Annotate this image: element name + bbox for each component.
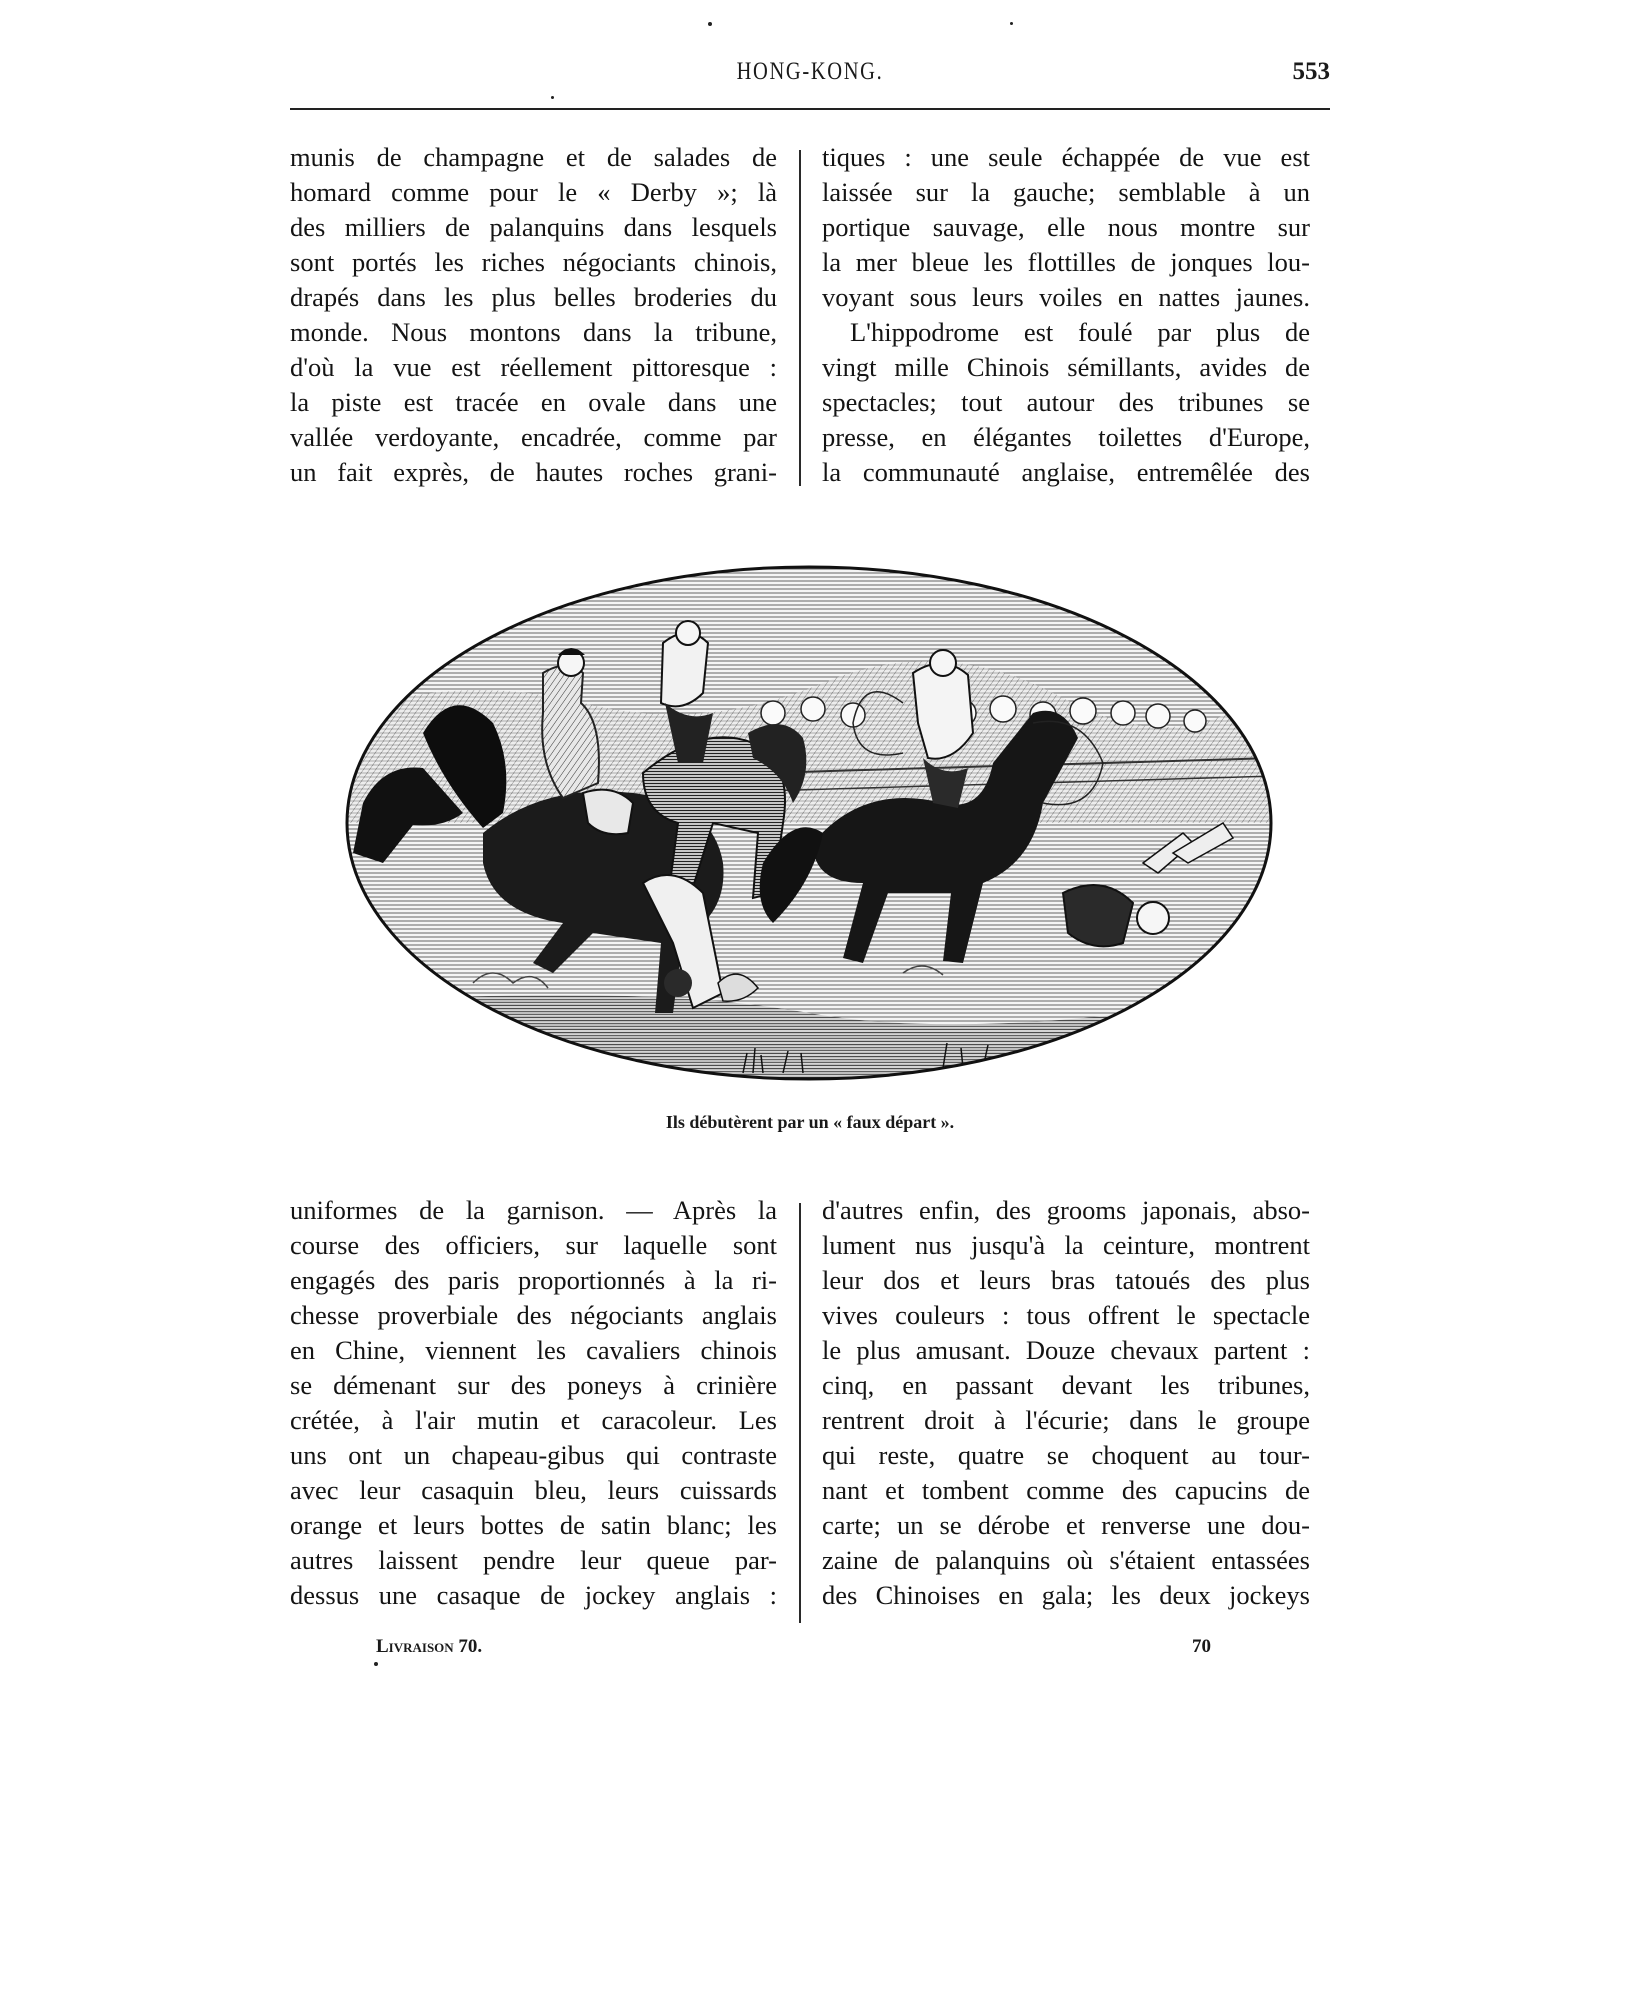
text-line: la communauté anglaise, entremêlée des [822,457,1310,487]
text-line: drapés dans les plus belles broderies du [290,282,777,312]
text-line: des milliers de palanquins dans lesquels [290,212,777,242]
text-line: crétée, à l'air mutin et caracoleur. Les [290,1405,777,1435]
text-line: course des officiers, sur laquelle sont [290,1230,777,1260]
text-line: la piste est tracée en ovale dans une [290,387,777,417]
text-line: dessus une casaque de jockey anglais : [290,1580,777,1610]
top-left-column [290,140,777,490]
text-line: d'où la vue est réellement pittoresque : [290,352,777,382]
page-number: 553 [1292,58,1330,85]
oval-engraving-illustration [343,563,1275,1083]
column-divider [799,150,801,486]
text-line: vives couleurs : tous offrent le spectacle [822,1300,1310,1330]
text-line: vingt mille Chinois sémillants, avides de [822,352,1310,382]
text-line: zaine de palanquins où s'étaient entassées [822,1545,1310,1575]
scan-speck [1010,22,1013,25]
text-line: se démenant sur des poneys à crinière [290,1370,777,1400]
bottom-right-column [822,1193,1310,1613]
text-line: chesse proverbiale des négociants anglais [290,1300,777,1330]
text-line: en Chine, viennent les cavaliers chinois [290,1335,777,1365]
scan-speck [708,22,712,26]
scan-speck [551,96,554,99]
text-line: sont portés les riches négociants chinois, [290,247,777,277]
text-line: spectacles; tout autour des tribunes se [822,387,1310,417]
text-line: qui reste, quatre se choquent au tour- [822,1440,1310,1470]
text-line: cinq, en passant devant les tribunes, [822,1370,1310,1400]
text-line: leur dos et leurs bras tatoués des plus [822,1265,1310,1295]
scan-speck [374,1662,378,1666]
figure-caption: Ils débutèrent par un « faux départ ». [665,1112,955,1132]
printer-signature-livraison: Livraison 70. [376,1636,483,1657]
paragraph-start-line: L'hippodrome est foulé par plus de [850,317,1310,347]
text-line: laissée sur la gauche; semblable à un [822,177,1310,207]
text-line: des Chinoises en gala; les deux jockeys [822,1580,1310,1610]
running-title: HONG-KONG. [736,58,884,85]
text-line: munis de champagne et de salades de [290,142,777,172]
text-line: rentrent droit à l'écurie; dans le groupe [822,1405,1310,1435]
text-line: autres laissent pendre leur queue par- [290,1545,777,1575]
text-line: engagés des paris proportionnés à la ri- [290,1265,777,1295]
signature-mark: 70 [1192,1636,1211,1657]
text-line: lument nus jusqu'à la ceinture, montrent [822,1230,1310,1260]
text-line: uniformes de la garnison. — Après la [290,1195,777,1225]
top-right-column [822,140,1310,490]
text-line: portique sauvage, elle nous montre sur [822,212,1310,242]
text-line: le plus amusant. Douze chevaux partent : [822,1335,1310,1365]
text-line: la mer bleue les flottilles de jonques lou- [822,247,1310,277]
text-line: un fait exprès, de hautes roches grani- [290,457,777,487]
text-line: carte; un se dérobe et renverse une dou- [822,1510,1310,1540]
text-line: homard comme pour le « Derby »; là [290,177,777,207]
text-line: avec leur casaquin bleu, leurs cuissards [290,1475,777,1505]
header-rule [290,108,1330,110]
text-line: monde. Nous montons dans la tribune, [290,317,777,347]
text-line: nant et tombent comme des capucins de [822,1475,1310,1505]
text-line: orange et leurs bottes de satin blanc; les [290,1510,777,1540]
horse-race-engraving-icon [343,563,1275,1083]
text-line: uns ont un chapeau-gibus qui contraste [290,1440,777,1470]
text-line: tiques : une seule échappée de vue est [822,142,1310,172]
running-head [290,58,1330,92]
column-divider [799,1203,801,1623]
text-line: vallée verdoyante, encadrée, comme par [290,422,777,452]
text-line: presse, en élégantes toilettes d'Europe, [822,422,1310,452]
text-line: d'autres enfin, des grooms japonais, abso- [822,1195,1310,1225]
bottom-left-column [290,1193,777,1613]
text-line: voyant sous leurs voiles en nattes jaunes. [822,282,1310,312]
